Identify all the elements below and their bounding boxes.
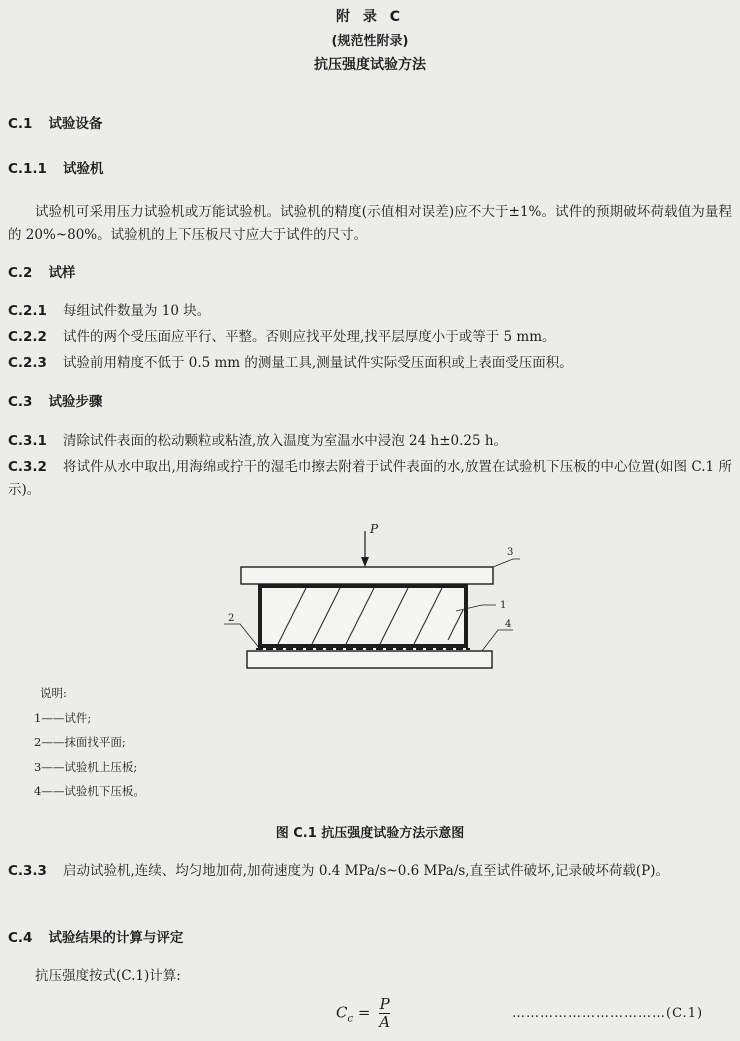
clause-c32 <box>8 456 732 501</box>
section-number: C.1 <box>8 116 33 132</box>
clause-text: 启动试验机,连续、均匀地加荷,加荷速度为 0.4 MPa/s~0.6 MPa/s,直至试件破坏,记录破坏荷载(P)。 <box>62 863 670 879</box>
clause-text: 清除试件表面的松动颗粒或粘渣,放入温度为室温水中浸泡 24 h±0.25 h。 <box>62 433 508 449</box>
section-number: C.3 <box>8 394 33 410</box>
formula-lhs: C <box>336 1003 348 1022</box>
specimen <box>260 586 466 646</box>
section-c2-heading <box>8 262 75 284</box>
section-title: 试验机 <box>62 161 104 177</box>
callout-1: 1 <box>500 600 507 611</box>
compression-test-diagram <box>220 515 530 675</box>
callout-3: 3 <box>507 547 514 558</box>
legend-item: 3——试验机上压板; <box>34 759 138 774</box>
section-title: 试验设备 <box>48 116 103 132</box>
legend-item: 2——抹面找平面; <box>34 735 126 749</box>
figure-caption: 图 C.1 抗压强度试验方法示意图 <box>275 826 465 841</box>
clause-c23 <box>8 352 573 374</box>
callout-2: 2 <box>228 613 235 624</box>
equation-leader: …………………………… <box>512 1006 666 1021</box>
clause-number: C.3.2 <box>8 459 47 475</box>
figure-legend <box>34 681 145 804</box>
upper-platen <box>241 567 493 584</box>
clause-number: C.2.1 <box>8 303 47 319</box>
section-c4-heading <box>8 927 183 949</box>
section-number: C.2 <box>8 265 33 281</box>
legend-item: 1——试件; <box>34 710 92 725</box>
c4-paragraph: 抗压强度按式(C.1)计算: <box>35 968 181 984</box>
clause-c31 <box>8 430 507 452</box>
appendix-label: 附 录 C <box>335 9 405 25</box>
section-c11-heading <box>8 158 103 180</box>
clause-number: C.2.2 <box>8 329 47 345</box>
formula-fraction <box>379 996 390 1031</box>
clause-c22 <box>8 326 556 348</box>
callout-4-leader <box>482 630 513 651</box>
section-number: C.4 <box>8 930 33 946</box>
section-title: 试验结果的计算与评定 <box>48 930 184 946</box>
callout-4: 4 <box>505 619 512 630</box>
callout-2-leader <box>224 624 260 649</box>
formula-c1 <box>336 996 390 1031</box>
c11-paragraph: 试验机可采用压力试验机或万能试验机。试验机的精度(示值相对误差)应不大于±1%。试件的预期破坏荷载值为量程的 20%~80%。试验机的上下压板尺寸应大于试件的尺寸。 <box>8 204 732 243</box>
load-arrow-head <box>361 557 369 567</box>
clause-c33 <box>8 860 732 883</box>
section-title: 试样 <box>48 265 76 281</box>
appendix-title: 抗压强度试验方法 <box>314 57 426 73</box>
callout-3-leader <box>493 559 520 567</box>
section-title: 试验步骤 <box>48 394 103 410</box>
legend-title: 说明: <box>40 686 67 700</box>
section-c3-heading <box>8 391 102 413</box>
section-c1-heading <box>8 113 102 135</box>
formula-numerator: P <box>379 995 390 1013</box>
clause-text: 试件的两个受压面应平行、平整。否则应找平处理,找平层厚度小于或等于 5 mm。 <box>62 329 556 345</box>
section-number: C.1.1 <box>8 161 47 177</box>
lower-platen <box>247 651 492 668</box>
formula-denominator: A <box>379 1013 391 1031</box>
equation-number: (C.1) <box>666 1006 704 1021</box>
equation-number-line <box>512 1006 703 1021</box>
clause-text: 每组试件数量为 10 块。 <box>62 303 211 319</box>
appendix-nature: (规范性附录) <box>331 34 409 49</box>
formula-equals: = <box>357 1003 371 1022</box>
clause-number: C.3.1 <box>8 433 47 449</box>
load-label: P <box>370 522 379 536</box>
legend-item: 4——试验机下压板。 <box>34 784 145 798</box>
clause-number: C.3.3 <box>8 863 47 879</box>
formula-lhs-subscript: c <box>347 1013 354 1025</box>
clause-text: 将试件从水中取出,用海绵或拧干的湿毛巾擦去附着于试件表面的水,放置在试验机下压板的中心位置(如图 C.1 所示)。 <box>8 459 732 498</box>
clause-number: C.2.3 <box>8 355 47 371</box>
clause-text: 试验前用精度不低于 0.5 mm 的测量工具,测量试件实际受压面积或上表面受压面积。 <box>62 355 573 371</box>
clause-c21 <box>8 300 210 322</box>
